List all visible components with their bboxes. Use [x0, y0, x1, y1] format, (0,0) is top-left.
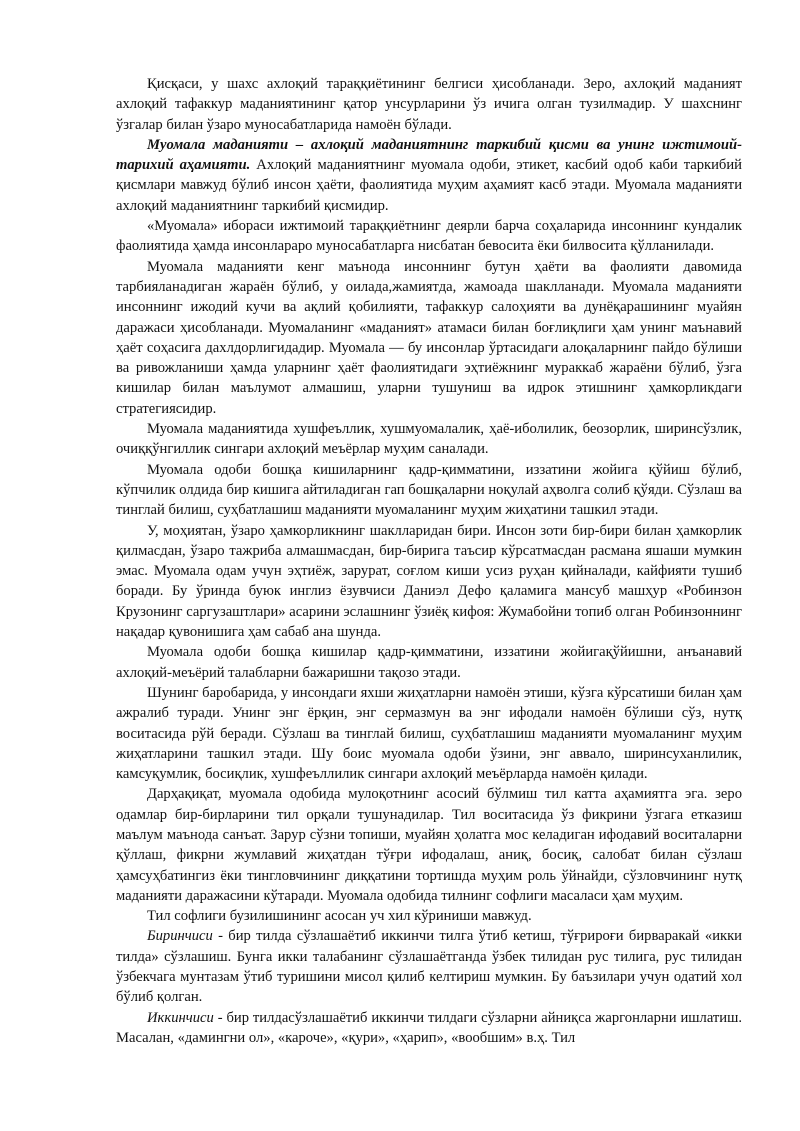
- paragraph-7: У, моҳиятан, ўзаро ҳамкорликнинг шаклларидан бири. Инсон зоти бир-бири билан ҳамкорлик қилмасдан, ўзаро тажриба алмашмасдан, бир-бирига таъсир кўрсатмасдан расмана яшаши мумкин эмас. Муомала одам учун эҳтиёж, зарурат, соғлом киши усиз руҳан қийналади, кайфияти тушиб боради. Бу ўринда буюк инглиз ёзувчиси Даниэл Дефо қаламига мансуб машҳур «Робинзон Крузонинг саргузаштлари» асарини эслашнинг ўзиёқ кифоя: Жумабойни топиб олган Робинзоннинг нақадар қувонишига ҳам сабаб ана шунда.: [116, 522, 742, 641]
- paragraph-5: Муомала маданиятида хушфеъллик, хушмуомалалик, ҳаё-иболилик, беозорлик, ширинсўзлик, очиққўнгиллик сингари ахлоқий меъёрлар муҳим саналади.: [116, 421, 742, 458]
- first-type-label: Биринчиси: [147, 928, 213, 945]
- paragraph-1: Қисқаси, у шахс ахлоқий тараққиётининг белгиси ҳисобланади. Зеро, ахлоқий маданият ахлоқий тафаккур маданиятининг қатор унсурларини ўз ичига олган тузилмадир. У шахснинг ўзгалар билан ўзаро муносабатларида намоён бўлади.: [116, 76, 742, 133]
- paragraph-12: [116, 926, 742, 1007]
- paragraph-8: Муомала одоби бошқа кишилар қадр-қимматини, иззатини жойигақўйишни, анъанавий ахлоқий-меъёрий талабларни бажаришни тақозо этади.: [116, 644, 742, 681]
- paragraph-6: Муомала одоби бошқа кишиларнинг қадр-қимматини, иззатини жойига қўйиш бўлиб, кўпчилик олдида бир кишига айтиладиган гап бошқаларни ноқулай аҳволга солиб қўяди. Сўзлаш ва тинглай билиш, суҳбатлашиш маданияти муомаланинг муҳим жиҳатини ташкил этади.: [116, 461, 742, 519]
- paragraph-13: [116, 1008, 742, 1049]
- paragraph-3: «Муомала» ибораси ижтимоий тараққиётнинг деярли барча соҳаларида инсоннинг кундалик фаолиятида ҳамда инсонлараро муносабатларга нисбатан бевосита ёки билвосита қўлланилади.: [116, 218, 742, 255]
- paragraph-2: [116, 135, 742, 216]
- document-page: [116, 74, 742, 1048]
- paragraph-11: Тил софлиги бузилишининг асосан уч хил кўриниши мавжуд.: [147, 908, 532, 925]
- paragraph-4: Муомала маданияти кенг маънода инсоннинг бутун ҳаёти ва фаолияти давомида тарбияланадиган жараён бўлиб, у оилада,жамиятда, жамоада шаклланади. Муомала маданияти инсоннинг ижодий кучи ва ақлий қобилияти, тафаккур салоҳияти ва дунёқарашининг муайян даражаси ҳисобланади. Муомаланинг «маданият» атамаси билан боғлиқлиги ҳам унинг маънавий ҳаёт соҳасига дахлдорлигидадир. Муомала — бу инсонлар ўртасидаги алоқаларнинг пайдо бўлиши ва ривожланиши ҳамда уларнинг ҳаёт фаолиятидаги эҳтиёжнинг мураккаб жараёни бўлиб, ўзга кишилар билан маълумот алмашиш, уларни тушуниш ва идрок этишнинг ҳамкорликдаги стратегиясидир.: [116, 258, 742, 417]
- second-type-label: Иккинчиси: [147, 1009, 214, 1026]
- paragraph-12-body: - бир тилда сўзлашаётиб иккинчи тилга ўтиб кетиш, тўғрироғи бирваракай «икки тилда» сўзлашиш. Бунга икки талабанинг сўзлашаётганда ўзбек тилидан рус тилига, рус тилидан ўзбекчага мунтазам ўтиб туришини мисол қилиб келтириш мумкин. Бу баъзилари учун одатий хол бўлиб қолган.: [116, 928, 742, 1006]
- paragraph-2-body: Ахлоқий маданиятнинг муомала одоби, этикет, касбий одоб каби таркибий қисмлари мавжуд бўлиб инсон ҳаёти, фаолиятида муҳим аҳамият касб этади. Муомала маданияти ахлоқий маданиятнинг таркибий қисмидир.: [116, 157, 742, 214]
- paragraph-9: Шунинг баробарида, у инсондаги яхши жиҳатларни намоён этиши, кўзга кўрсатиши билан ҳам ажралиб туради. Унинг энг ёрқин, энг сермазмун ва энг ифодали намоён бўлиши сўз, нутқ воситасида рўй беради. Сўзлаш ва тинглай билиш, суҳбатлашиш маданияти муомаланинг муҳим жиҳатларини ташкил этади. Шу боис муомала одоби ўзини, энг аввало, ширинсуханлилик, камсуқумлик, босиқлик, хушфеъллилик сингари ахлоқий меъёрларда намоён қилади.: [116, 684, 742, 783]
- section-heading: Муомала маданияти – ахлоқий маданиятнинг таркибий қисми ва унинг ижтимоий-тарихий аҳамияти.: [116, 136, 742, 174]
- paragraph-13-body: - бир тилдасўзлашаётиб иккинчи тилдаги сўзларни айниқса жаргонларни ишлатиш. Масалан, «дамингни ол», «кароче», «қури», «ҳарип», «вообшим» в.ҳ. Тил: [116, 1009, 742, 1046]
- paragraph-10: Дарҳақиқат, муомала одобида мулоқотнинг асосий бўлмиш тил катта аҳамиятга эга. зеро одамлар бир-бирларини тил орқали тушунадилар. Тил воситасида ўз фикрини ўзгага етказиш маълум маънода санъат. Зарур сўзни топиши, муайян ҳолатга мос келадиган ифодавий воситаларни қўллаш, фикрни жумлавий жиҳатдан тўғри ифодалаш, аниқ, босиқ, салобат билан сўзлаш ҳамсуҳбатингиз ёки тингловчининг диққатини тортишда муҳим роль ўйнайди, сўзловчининг нутқ маданияти даражасини кўтаради. Муомала одобида тилнинг софлиги масаласи ҳам муҳим.: [116, 786, 742, 904]
